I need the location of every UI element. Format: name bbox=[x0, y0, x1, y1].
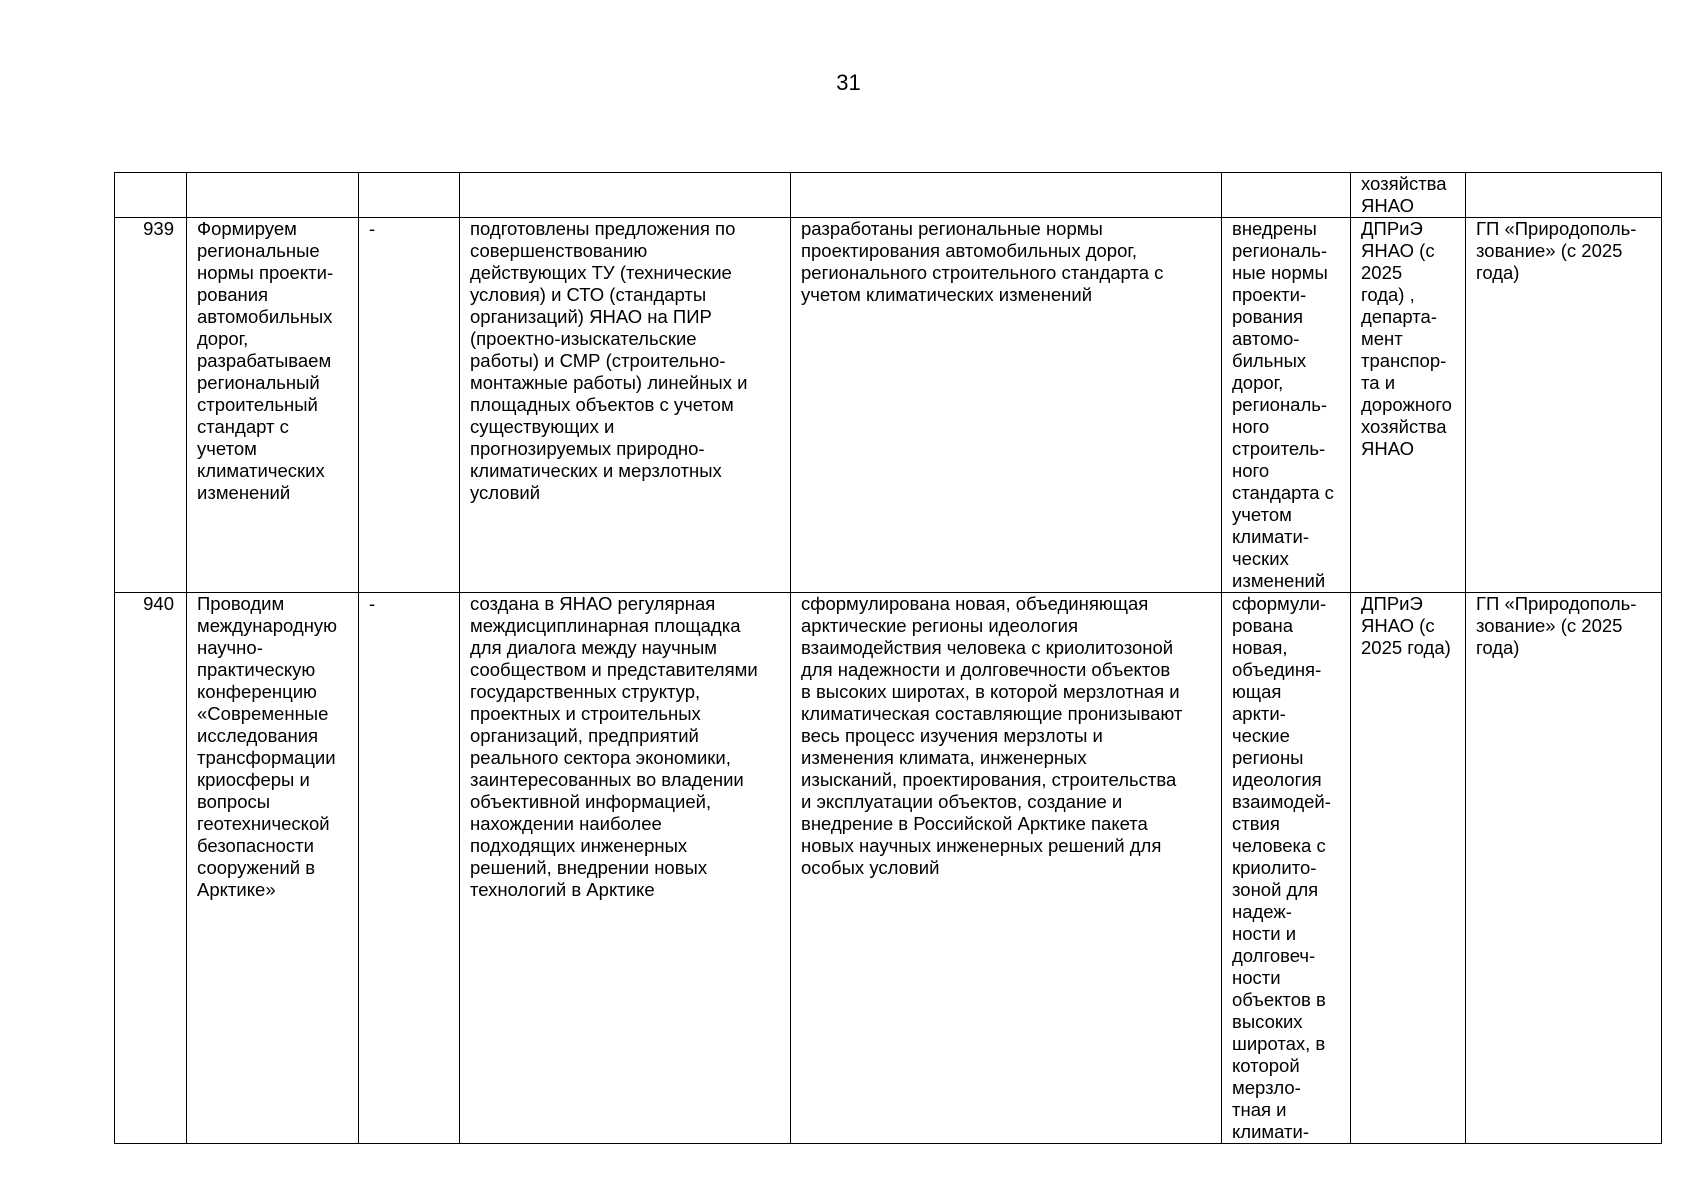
executor-text: ДПРиЭ ЯНАО (с 2025 года) bbox=[1361, 593, 1451, 658]
cell-program bbox=[1466, 218, 1662, 593]
cell-col3 bbox=[359, 593, 460, 1144]
cell-result bbox=[460, 173, 791, 218]
result-text: создана в ЯНАО регулярная междисциплинарная площадка для диалога между научным сообществом и представителями государственных структур, проектных и строительных организаций, предприятий реального сектора экономики, заинтересованных во владении объективной информацией, нахождении наиболее подходящих инженерных решений, внедрении новых технологий в Арктике bbox=[470, 593, 758, 900]
cell-number bbox=[115, 218, 187, 593]
cell-number bbox=[115, 173, 187, 218]
table-row-continuation bbox=[115, 173, 1662, 218]
row-number: 940 bbox=[143, 593, 174, 614]
cell-effect bbox=[791, 173, 1222, 218]
indicator-text: сформули- рована новая, объединя- ющая аркти- ческие регионы идеология взаимодей- ствия человека с криолито- зоной для надеж- ности и долговеч- ности объектов в высоких широтах, в которой мерзло- тная и климати- bbox=[1232, 593, 1331, 1142]
cell-executor bbox=[1351, 173, 1466, 218]
program-text: ГП «Природополь- зование» (с 2025 года) bbox=[1476, 218, 1637, 283]
col3-text: - bbox=[369, 593, 376, 614]
effect-text: разработаны региональные нормы проектирования автомобильных дорог, регионального строительного стандарта с учетом климатических изменений bbox=[801, 218, 1164, 305]
cell-number bbox=[115, 593, 187, 1144]
cell-col3 bbox=[359, 218, 460, 593]
cell-result bbox=[460, 593, 791, 1144]
measure-text: Формируем региональные нормы проекти- рования автомобильных дорог, разрабатываем региональный строительный стандарт с учетом климатических изменений bbox=[197, 218, 334, 503]
cell-measure bbox=[187, 173, 359, 218]
cell-effect bbox=[791, 218, 1222, 593]
col3-text: - bbox=[369, 218, 376, 239]
executor-text: хозяйства ЯНАО bbox=[1361, 173, 1447, 216]
cell-effect bbox=[791, 593, 1222, 1144]
row-number: 939 bbox=[143, 218, 174, 239]
cell-executor bbox=[1351, 593, 1466, 1144]
result-text: подготовлены предложения по совершенствованию действующих ТУ (технические условия) и СТО (стандарты организаций) ЯНАО на ПИР (проектно-изыскательские работы) и СМР (строительно- монтажные работы) линейных и площадных объектов с учетом существующих и прогнозируемых природно- климатических и мерзлотных условий bbox=[470, 218, 748, 503]
program-text: ГП «Природополь- зование» (с 2025 года) bbox=[1476, 593, 1637, 658]
measure-text: Проводим международную научно- практическую конференцию «Современные исследования трансформации криосферы и вопросы геотехнической безопасности сооружений в Арктике» bbox=[197, 593, 338, 900]
cell-result bbox=[460, 218, 791, 593]
effect-text: сформулирована новая, объединяющая арктические регионы идеология взаимодействия человека с криолитозоной для надежности и долговечности объектов в высоких широтах, в которой мерзлотная и климатическая составляющие пронизывают весь процесс изучения мерзлоты и изменения климата, инженерных изысканий, проектирования, строительства и эксплуатации объектов, создание и внедрение в Российской Арктике пакета новых научных инженерных решений для особых условий bbox=[801, 593, 1183, 878]
cell-indicator bbox=[1222, 218, 1351, 593]
cell-measure bbox=[187, 218, 359, 593]
cell-program bbox=[1466, 173, 1662, 218]
cell-executor bbox=[1351, 218, 1466, 593]
cell-indicator bbox=[1222, 173, 1351, 218]
indicator-text: внедрены региональ- ные нормы проекти- рования автомо- бильных дорог, региональ- ного строитель- ного стандарта с учетом климати- ческих изменений bbox=[1232, 218, 1334, 591]
page-number: 31 bbox=[836, 70, 861, 95]
cell-col3 bbox=[359, 173, 460, 218]
table-row bbox=[115, 593, 1662, 1144]
cell-program bbox=[1466, 593, 1662, 1144]
cell-measure bbox=[187, 593, 359, 1144]
table-row bbox=[115, 218, 1662, 593]
measures-table bbox=[114, 172, 1662, 1144]
executor-text: ДПРиЭ ЯНАО (с 2025 года) , департа- мент транспор- та и дорожного хозяйства ЯНАО bbox=[1361, 218, 1452, 459]
cell-indicator bbox=[1222, 593, 1351, 1144]
